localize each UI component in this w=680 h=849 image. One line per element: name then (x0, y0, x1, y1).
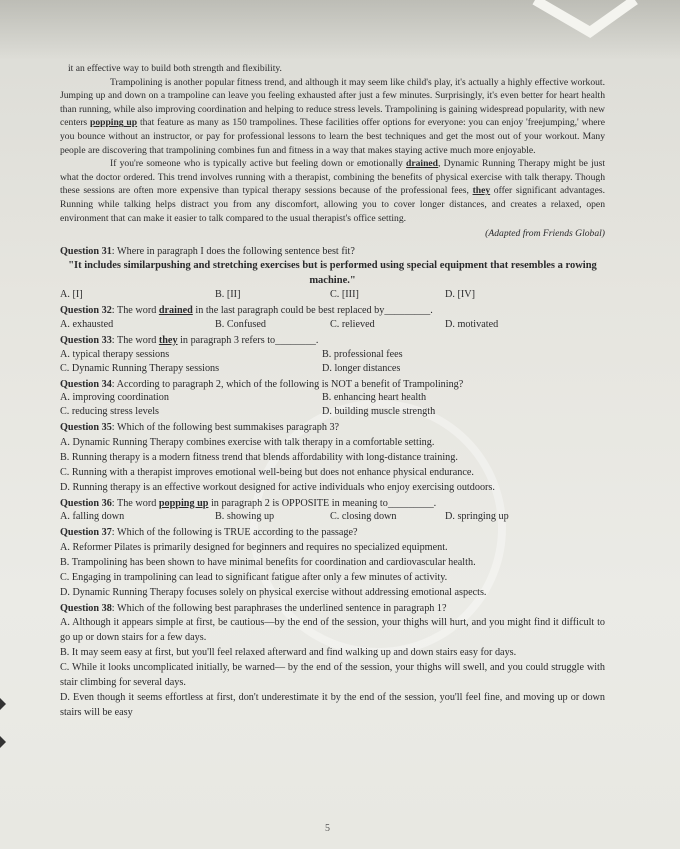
question-38: Question 38: Which of the following best paraphrases the underlined sentence in paragraph 1? (60, 602, 447, 614)
option-a[interactable]: A. Reformer Pilates is primarily designed for beginners and requires no specialized equipment. (60, 541, 448, 553)
underlined-drained: drained (406, 158, 439, 170)
option-a[interactable]: A. exhausted (60, 318, 114, 330)
option-d[interactable]: D. Even though it seems effortless at first, don't underestimate it by the end of the session, you'll feel fine, and moving up or down stairs will be easy (60, 692, 605, 719)
option-c[interactable]: C. relieved (330, 318, 375, 330)
option-d[interactable]: D. motivated (445, 318, 499, 330)
option-a[interactable]: A. improving coordination (60, 392, 169, 404)
option-d[interactable]: D. building muscle strength (322, 406, 436, 418)
option-b[interactable]: B. showing up (215, 511, 275, 523)
option-c[interactable]: C. Engaging in trampolining can lead to significant fatigue after only a few minutes of activity. (60, 571, 448, 583)
option-d[interactable]: D. [IV] (445, 289, 475, 301)
question-33: Question 33: The word they in paragraph 3 refers to________. (60, 334, 319, 346)
margin-mark-icon (0, 690, 10, 750)
question-31-options (60, 288, 605, 302)
reading-passage (60, 62, 605, 241)
question-32: Question 32: The word drained in the last paragraph could be best replaced by_________. (60, 305, 433, 317)
question-34: Question 34: According to paragraph 2, which of the following is NOT a benefit of Trampolining? (60, 378, 464, 390)
question-36: Question 36: The word popping up in paragraph 2 is OPPOSITE in meaning to_________. (60, 497, 437, 509)
option-c[interactable]: C. Dynamic Running Therapy sessions (60, 362, 220, 374)
question-31: Question 31: Where in paragraph I does the following sentence best fit? (60, 245, 355, 257)
question-35: Question 35: Which of the following best summakises paragraph 3? (60, 422, 340, 434)
source-citation: (Adapted from Friends Global) (485, 228, 605, 240)
question-37-options (60, 540, 605, 600)
option-a[interactable]: A. Dynamic Running Therapy combines exercise with talk therapy in a comfortable setting. (60, 436, 435, 448)
option-b[interactable]: B. enhancing heart health (322, 392, 427, 404)
option-b[interactable]: B. Trampolining has been shown to have minimal benefits for coordination and cardiovascular health. (60, 556, 476, 568)
option-d[interactable]: D. springing up (445, 511, 509, 523)
question-37: Question 37: Which of the following is TRUE according to the passage? (60, 527, 358, 539)
option-b[interactable]: B. Confused (215, 318, 266, 330)
option-a[interactable]: A. [I] (60, 289, 83, 301)
question-35-options (60, 435, 605, 495)
option-b[interactable]: B. It may seem easy at first, but you'll feel relaxed afterward and find walking up and down stairs easy for days. (60, 647, 517, 659)
option-c[interactable]: C. reducing stress levels (60, 406, 160, 418)
question-33-options (60, 348, 605, 376)
paragraph-running-therapy: If you're someone who is typically active but feeling down or emotionally drained, Dynamic Running Therapy might be just what the doctor ordered. This trend involves running with a therapist, combining the benefits of physical exercise with talk therapy. Though these sessions are often more expensive than typical therapy sessions because of the professional fees, they offer significant advantages. Running while talking helps distract you from any discomfort, allowing you to cover longer distances, and creates a relaxed, open environment that can make it easier to talk compared to the usual therapist's office setting. (60, 158, 605, 224)
page-number: 5 (325, 823, 330, 834)
question-32-options (60, 318, 605, 332)
option-d[interactable]: D. Running therapy is an effective workout designed for active individuals who enjoy exercising outdoors. (60, 481, 495, 493)
option-d[interactable]: D. longer distances (322, 362, 401, 374)
question-36-options (60, 510, 605, 524)
underlined-popping-up: popping up (90, 117, 138, 129)
option-a[interactable]: A. typical therapy sessions (60, 348, 170, 360)
exam-content (60, 62, 605, 720)
option-c[interactable]: C. Running with a therapist improves emotional well-being but does not enhance physical endurance. (60, 466, 474, 478)
option-b[interactable]: B. professional fees (322, 348, 403, 360)
option-c[interactable]: C. closing down (330, 511, 397, 523)
option-c[interactable]: C. While it looks uncomplicated initially, be warned— by the end of the session, your thighs will swell, and you could struggle with stair climbing for several days. (60, 662, 605, 689)
corner-logo-icon (530, 0, 640, 40)
option-d[interactable]: D. Dynamic Running Therapy focuses solely on physical exercise without addressing emotional aspects. (60, 586, 487, 598)
option-a[interactable]: A. Although it appears simple at first, be cautious—by the end of the session, your thighs will hurt, and you might find it difficult to go up or down stairs for a few days. (60, 617, 605, 644)
paragraph-trampolining: Trampolining is another popular fitness trend, and although it may seem like child's play, it's actually a highly effective workout. Jumping up and down on a trampoline can leave you feeling exhausted after just a few minutes. Surprisingly, it's even better for heart health than running, while also improving coordination and helping to reduce stress levels. Trampolining is gaining widespread popularity, with new centers popping up that feature as many as 150 trampolines. These facilities offer options for everyone: you can enjoy 'freejumping,' where you bounce without an instructor, or pay for professional lessons to learn the best techniques and get the most out of your workout. Many people are discovering that trampolining combines fun and fitness in a way that makes staying active much more enjoyable. (60, 76, 606, 156)
option-b[interactable]: B. Running therapy is a modern fitness trend that blends affordability with long-distance training. (60, 451, 458, 463)
option-c[interactable]: C. [III] (330, 289, 359, 301)
option-a[interactable]: A. falling down (60, 511, 125, 523)
option-b[interactable]: B. [II] (215, 289, 241, 301)
question-31-quote: "It includes similarpushing and stretching exercises but is performed using special equipment that resembles a rowing machine." (68, 260, 597, 287)
question-38-options (60, 615, 605, 720)
underlined-they: they (472, 185, 491, 197)
paragraph-0: it an effective way to build both strength and flexibility. (68, 63, 282, 74)
question-34-options (60, 391, 605, 419)
